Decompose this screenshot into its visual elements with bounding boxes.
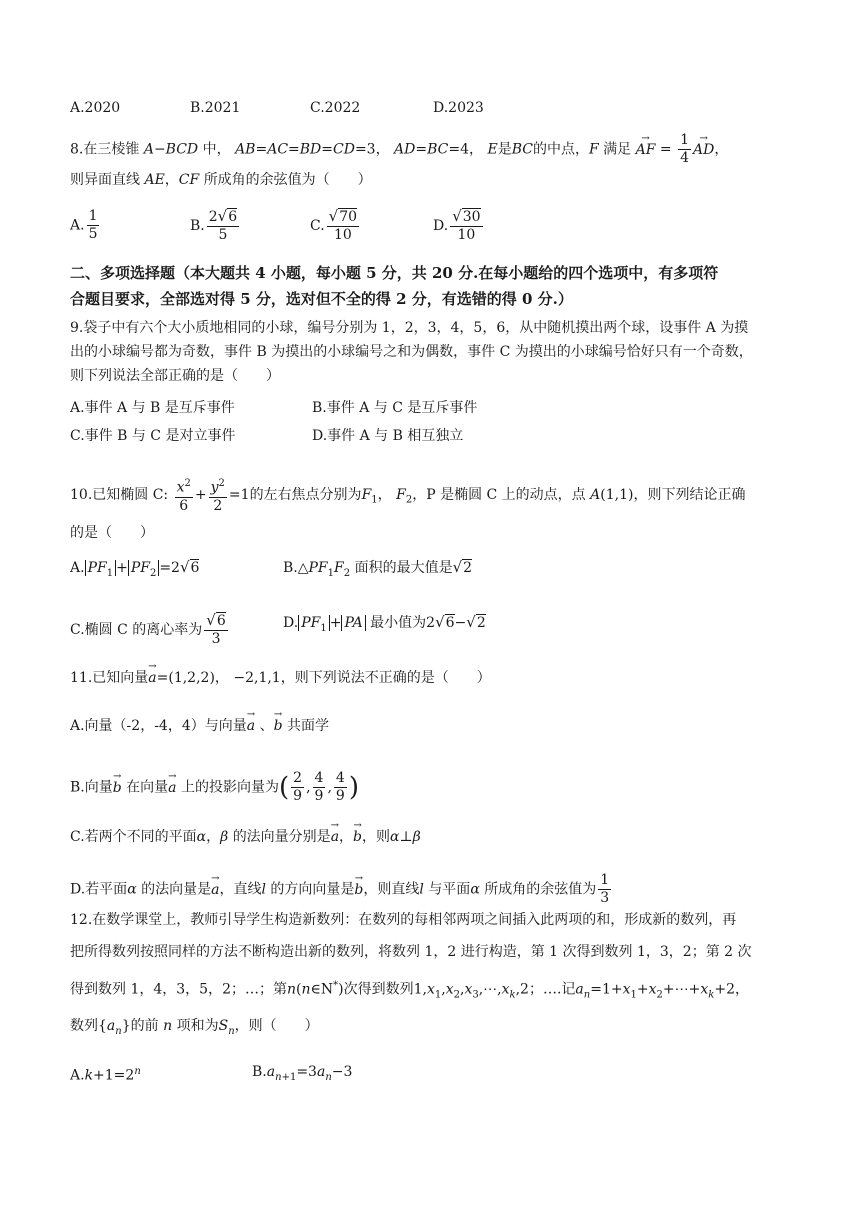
- q12-options: [70, 1062, 810, 1102]
- q7-option-c[interactable]: C.2022: [310, 100, 361, 116]
- q8-stem-line1: 8.在三棱锥 A−BCD 中， AB=AC=BD=CD=3， AD=BC=4， E是BC的中点，F 满足 → AF = $\frac{1}{4}$ → AD，: [70, 132, 728, 167]
- q12-stem-line2: 把所得数列按照同样的方法不断构造出新的数列，将数列 1，2 进行构造，第 1 次得到数列 1，3，2；第 2 次: [70, 944, 752, 960]
- q8-options: [70, 208, 810, 248]
- q9-options-row2: [70, 426, 810, 466]
- q10-option-a[interactable]: A. $PF_1 + PF_2 =2√6$: [70, 558, 200, 579]
- q7-option-a[interactable]: A.2020: [70, 100, 121, 116]
- section2-heading-line2: 合题目要求，全部选对得 5 分，选对但不全的得 2 分，有选错的得 0 分.）: [70, 290, 573, 308]
- q12-stem-line1: 12.在数学课堂上，教师引导学生构造新数列：在数列的每相邻两项之间插入此两项的和，形成新的数列，再: [70, 912, 737, 928]
- q7-option-b[interactable]: B.2021: [190, 100, 241, 116]
- q9-stem-line3: 则下列说法全部正确的是（ ）: [70, 368, 280, 384]
- q8-option-d[interactable]: D. $\frac{√30}{10}$: [433, 207, 481, 243]
- q12-stem-line4: 数列$\{a_n\}$的前 n 项和为$S_n$，则（ ）: [70, 1018, 319, 1037]
- q11-option-a[interactable]: A.向量（-2，-4，4）与向量→ a 、→ b 共面学: [70, 716, 329, 736]
- q10-stem-line1: 10.已知椭圆 C: $\frac{x^2}{6}$ + $\frac{y^2}{2}$ =1的左右焦点分别为$F_1$， $F_2$，P 是椭圆 C 上的动点，点 A(1,1)，则下列结论正确: [70, 475, 745, 515]
- q12-option-b[interactable]: $B.a_{n+1}=3a_n-3$: [252, 1064, 353, 1083]
- q9-option-b[interactable]: B.事件 A 与 C 是互斥事件: [312, 400, 478, 416]
- q9-option-d[interactable]: D.事件 A 与 B 相互独立: [312, 428, 464, 444]
- q12-option-a[interactable]: $A.k+1=2^n$: [70, 1066, 141, 1084]
- q8-stem-line2: 则异面直线 AE，CF 所成角的余弦值为（ ）: [70, 172, 372, 188]
- q12-stem-line3: 得到数列 1，4，3，5，2；…；第n(n∈N*)次得到数列$1,x_1,x_2,x_3,\cdots,x_k,2$；….记$a_n=1+x_1+x_2+\cdots+x_k+2$，: [70, 980, 749, 1001]
- q8-option-b[interactable]: B. $\frac{2√6}{5}$: [190, 207, 238, 243]
- q9-stem-line1: 9.袋子中有六个大小质地相同的小球，编号分别为 1，2，3，4，5，6，从中随机摸出两个球，设事件 A 为摸: [70, 320, 749, 336]
- q10-option-b[interactable]: $B.\triangle PF_1F_2$ 面积的最大值是√2: [283, 558, 473, 579]
- q11-option-d[interactable]: D.若平面α 的法向量是→ a，直线l 的方向向量是→ b，则直线l 与平面α 所成角的余弦值为 $\frac{1}{3}$: [70, 872, 613, 907]
- q10-option-d[interactable]: D. $PF_1$ + PA 最小值为2√6−√2: [283, 613, 486, 634]
- q8-option-c[interactable]: C. $\frac{√70}{10}$: [310, 207, 358, 243]
- q11-option-b[interactable]: B.向量→ b 在向量→ a 上的投影向量为( $\frac{2}{9}$ , $\frac{4}{9}$ , $\frac{4}{9}$ ): [70, 770, 359, 805]
- q10-option-c[interactable]: C.椭圆 C 的离心率为 $\frac{√6}{3}$: [70, 611, 226, 647]
- q10-options-row1: [70, 557, 810, 597]
- q11-option-c[interactable]: C.若两个不同的平面α，β 的法向量分别是→ a，→ b，则α⊥β: [70, 827, 421, 847]
- q9-option-a[interactable]: A.事件 A 与 B 是互斥事件: [70, 400, 235, 416]
- q9-option-c[interactable]: C.事件 B 与 C 是对立事件: [70, 428, 236, 444]
- q9-stem-line2: 出的小球编号都为奇数，事件 B 为摸出的小球编号之和为偶数，事件 C 为摸出的小球编号恰好只有一个奇数，: [70, 344, 753, 360]
- q8-option-a[interactable]: A. $\frac{1}{5}$: [70, 208, 98, 242]
- section2-heading-line1: 二、多项选择题（本大题共 4 小题，每小题 5 分，共 20 分.在每小题给的四个选项中，有多项符: [70, 264, 719, 282]
- q7-option-d[interactable]: D.2023: [433, 100, 484, 116]
- q10-stem-line2: 的是（ ）: [70, 525, 154, 541]
- q10-options-row2: [70, 612, 810, 652]
- q11-stem: 11.已知向量→ a=(1,2,2)， −2,1,1，则下列说法不正确的是（ ）: [70, 668, 491, 688]
